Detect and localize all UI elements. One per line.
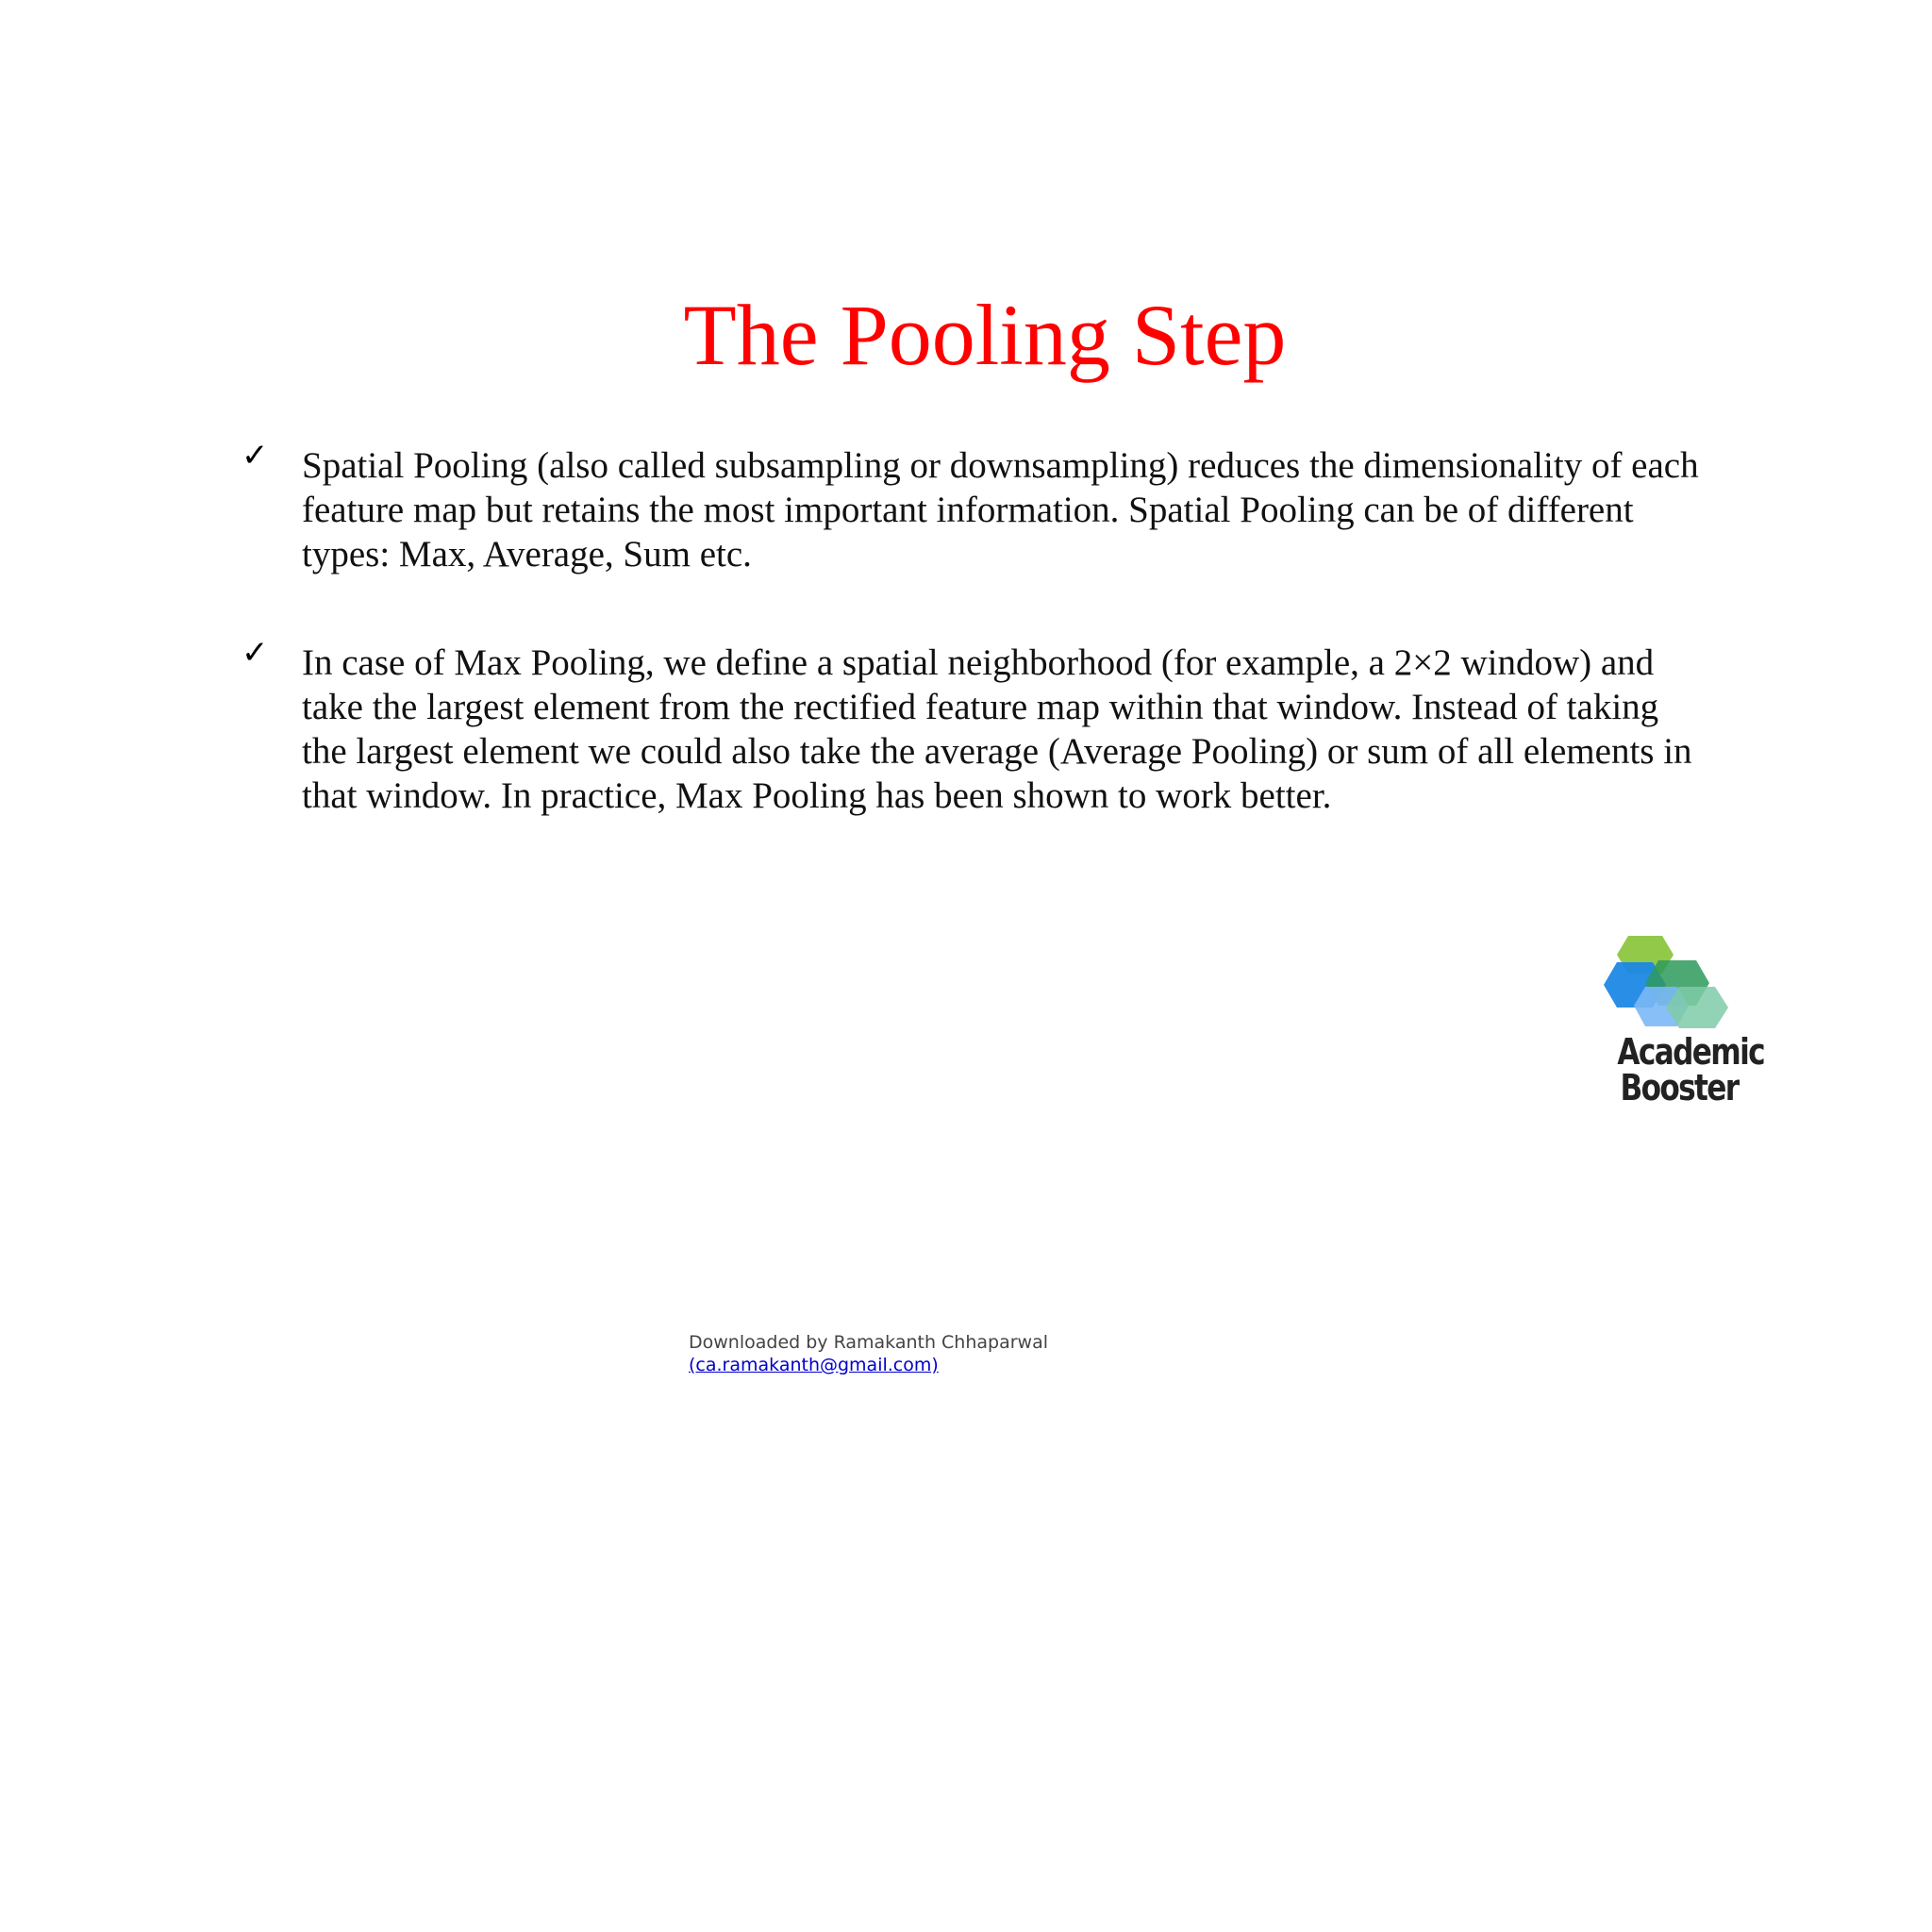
academic-booster-logo xyxy=(1604,934,1764,1123)
download-footer xyxy=(689,1331,1048,1376)
slide-title: The Pooling Step xyxy=(683,287,1287,383)
logo-line-2: Booster xyxy=(1620,1067,1739,1108)
downloaded-by-text: Downloaded by Ramakanth Chhaparwal xyxy=(689,1332,1049,1353)
logo-wordmark xyxy=(1617,1031,1764,1108)
bullet-text: In case of Max Pooling, we define a spatial neighborhood (for example, a 2×2 window) and take the largest element from the rectified feature map within that window. Instead of taking the largest element we could also take the average (Average Pooling) or sum of all elements in that window. In practice, Max Pooling has been shown to work better. xyxy=(302,642,1692,816)
bullet-text: Spatial Pooling (also called subsampling or downsampling) reduces the dimensionality of each feature map but retains the most important information. Spatial Pooling can be of different types: Max, Average, Sum etc. xyxy=(302,445,1699,575)
bullet-list xyxy=(236,437,1707,818)
hexagon-logo-icon xyxy=(1604,934,1755,1038)
checkmark-icon: ✓ xyxy=(242,437,269,475)
email-link[interactable]: (ca.ramakanth@gmail.com) xyxy=(689,1355,939,1375)
logo-line-1: Academic xyxy=(1617,1031,1764,1073)
bullet-item xyxy=(236,437,1707,576)
checkmark-icon: ✓ xyxy=(242,634,269,672)
bullet-item xyxy=(236,634,1707,818)
